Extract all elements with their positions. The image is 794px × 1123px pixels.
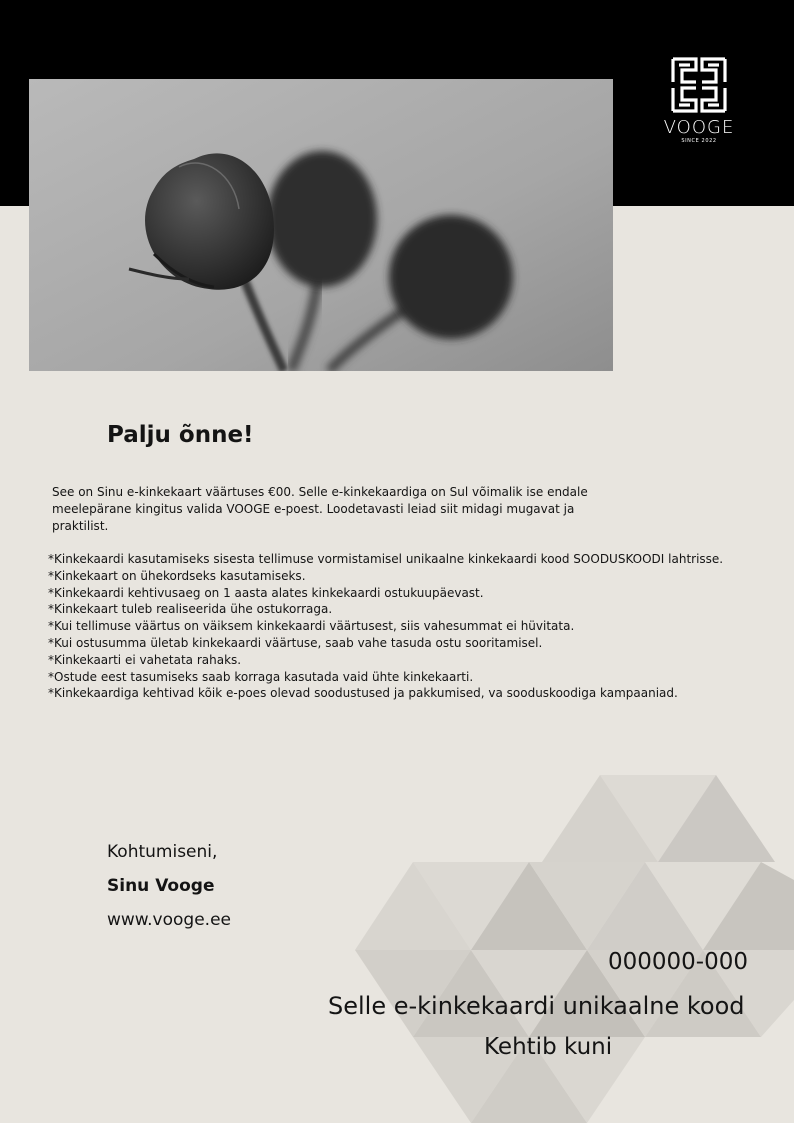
valid-until-label: Kehtib kuni bbox=[484, 1034, 613, 1060]
rule-item: *Kinkekaart on ühekordseks kasutamiseks. bbox=[48, 568, 306, 583]
signoff-name: Sinu Vooge bbox=[107, 876, 215, 896]
rule-item: *Kinkekaardi kehtivusaeg on 1 aasta alates kinkekaardi ostukuupäevast. bbox=[48, 585, 484, 600]
brand-name: VOOGE bbox=[663, 117, 735, 138]
brand-tagline: SINCE 2022 bbox=[681, 138, 717, 144]
rule-item: *Kui ostusumma ületab kinkekaardi väärtuse, saab vahe tasuda ostu sooritamisel. bbox=[48, 635, 543, 650]
greeting-heading: Palju õnne! bbox=[107, 422, 254, 448]
rule-item: *Kinkekaardiga kehtivad kõik e-poes olevad soodustused ja pakkumised, va sooduskoodiga kampaaniad. bbox=[48, 686, 678, 701]
website-link[interactable]: www.vooge.ee bbox=[107, 910, 231, 930]
signoff-greeting: Kohtumiseni, bbox=[107, 842, 218, 862]
rule-item: *Kinkekaarti ei vahetata rahaks. bbox=[48, 652, 242, 667]
rule-item: *Kinkekaardi kasutamiseks sisesta tellimuse vormistamisel unikaalne kinkekaardi kood SOODUSKOODI lahtrisse. bbox=[48, 552, 724, 566]
gift-card-code-label: Selle e-kinkekaardi unikaalne kood bbox=[328, 992, 745, 1020]
intro-paragraph: See on Sinu e-kinkekaart väärtuses €00. Selle e-kinkekaardiga on Sul võimalik ise endale meelepärane kingitus valida VOOGE e-poest. Loodetavasti leiad siit midagi mugavat ja praktilist. bbox=[52, 485, 588, 533]
rule-item: *Kinkekaart tuleb realiseerida ühe ostukorraga. bbox=[48, 602, 333, 617]
gift-card-code: 000000-000 bbox=[608, 949, 748, 975]
rule-item: *Kui tellimuse väärtus on väiksem kinkekaardi väärtusest, siis vahesummat ei hüvitata. bbox=[48, 619, 575, 634]
rule-item: *Ostude eest tasumiseks saab korraga kasutada vaid ühte kinkekaarti. bbox=[48, 669, 474, 684]
